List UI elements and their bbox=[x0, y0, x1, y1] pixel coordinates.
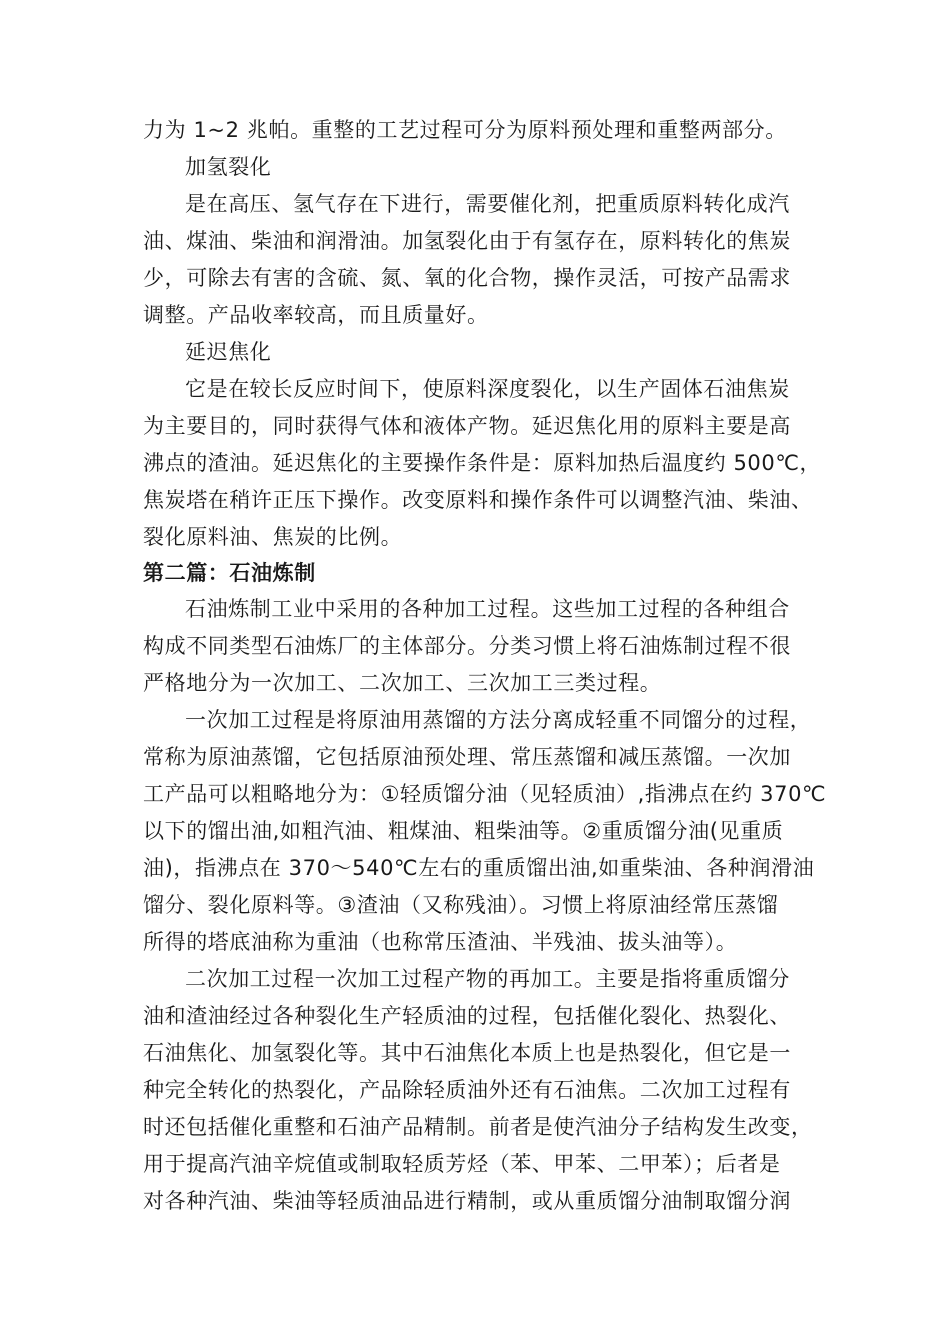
paragraph-line: 它是在较长反应时间下，使原料深度裂化，以生产固体石油焦炭 bbox=[185, 377, 790, 401]
paragraph-line: 是在高压、氢气存在下进行，需要催化剂，把重质原料转化成汽 bbox=[185, 192, 790, 216]
paragraph-line: 石油炼制工业中采用的各种加工过程。这些加工过程的各种组合 bbox=[185, 597, 790, 621]
paragraph-line: 沸点的渣油。延迟焦化的主要操作条件是：原料加热后温度约 500℃， bbox=[143, 451, 822, 475]
paragraph-line: 严格地分为一次加工、二次加工、三次加工三类过程。 bbox=[143, 671, 662, 695]
paragraph-line: 油)，指沸点在 370～540℃左右的重质馏出油,如重柴油、各种润滑油 bbox=[143, 856, 815, 880]
paragraph-line: 以下的馏出油,如粗汽油、粗煤油、粗柴油等。②重质馏分油(见重质 bbox=[143, 819, 784, 843]
paragraph-line: 力为 1~2 兆帕。重整的工艺过程可分为原料预处理和重整两部分。 bbox=[143, 118, 787, 142]
paragraph-line: 少，可除去有害的含硫、氮、氧的化合物，操作灵活，可按产品需求 bbox=[143, 266, 791, 290]
paragraph-line: 焦炭塔在稍许正压下操作。改变原料和操作条件可以调整汽油、柴油、 bbox=[143, 488, 813, 512]
paragraph-line: 馏分、裂化原料等。③渣油（又称残油）。习惯上将原油经常压蒸馏 bbox=[143, 893, 779, 917]
subheading-delayed-coking: 延迟焦化 bbox=[185, 340, 272, 364]
paragraph-line: 二次加工过程一次加工过程产物的再加工。主要是指将重质馏分 bbox=[185, 967, 790, 991]
paragraph-line: 裂化原料油、焦炭的比例。 bbox=[143, 525, 403, 549]
subheading-hydrocracking: 加氢裂化 bbox=[185, 155, 272, 179]
section-heading: 第二篇：石油炼制 bbox=[143, 561, 316, 585]
paragraph-line: 时还包括催化重整和石油产品精制。前者是使汽油分子结构发生改变， bbox=[143, 1115, 813, 1139]
paragraph-line: 油和渣油经过各种裂化生产轻质油的过程，包括催化裂化、热裂化、 bbox=[143, 1004, 791, 1028]
paragraph-line: 石油焦化、加氢裂化等。其中石油焦化本质上也是热裂化，但它是一 bbox=[143, 1041, 791, 1065]
paragraph-line: 用于提高汽油辛烷值或制取轻质芳烃（苯、甲苯、二甲苯）；后者是 bbox=[143, 1152, 781, 1176]
paragraph-line: 油、煤油、柴油和润滑油。加氢裂化由于有氢存在，原料转化的焦炭 bbox=[143, 229, 791, 253]
paragraph-line: 工产品可以粗略地分为：①轻质馏分油（见轻质油）,指沸点在约 370℃ bbox=[143, 782, 827, 806]
paragraph-line: 构成不同类型石油炼厂的主体部分。分类习惯上将石油炼制过程不很 bbox=[143, 634, 791, 658]
paragraph-line: 对各种汽油、柴油等轻质油品进行精制，或从重质馏分油制取馏分润 bbox=[143, 1189, 791, 1213]
document-body bbox=[143, 112, 833, 1220]
paragraph-line: 常称为原油蒸馏，它包括原油预处理、常压蒸馏和减压蒸馏。一次加 bbox=[143, 745, 791, 769]
paragraph-line: 所得的塔底油称为重油（也称常压渣油、半残油、拔头油等）。 bbox=[143, 930, 738, 954]
paragraph-line: 一次加工过程是将原油用蒸馏的方法分离成轻重不同馏分的过程， bbox=[185, 708, 812, 732]
paragraph-line: 调整。产品收率较高，而且质量好。 bbox=[143, 303, 489, 327]
paragraph-line: 种完全转化的热裂化，产品除轻质油外还有石油焦。二次加工过程有 bbox=[143, 1078, 791, 1102]
paragraph-line: 为主要目的，同时获得气体和液体产物。延迟焦化用的原料主要是高 bbox=[143, 414, 791, 438]
